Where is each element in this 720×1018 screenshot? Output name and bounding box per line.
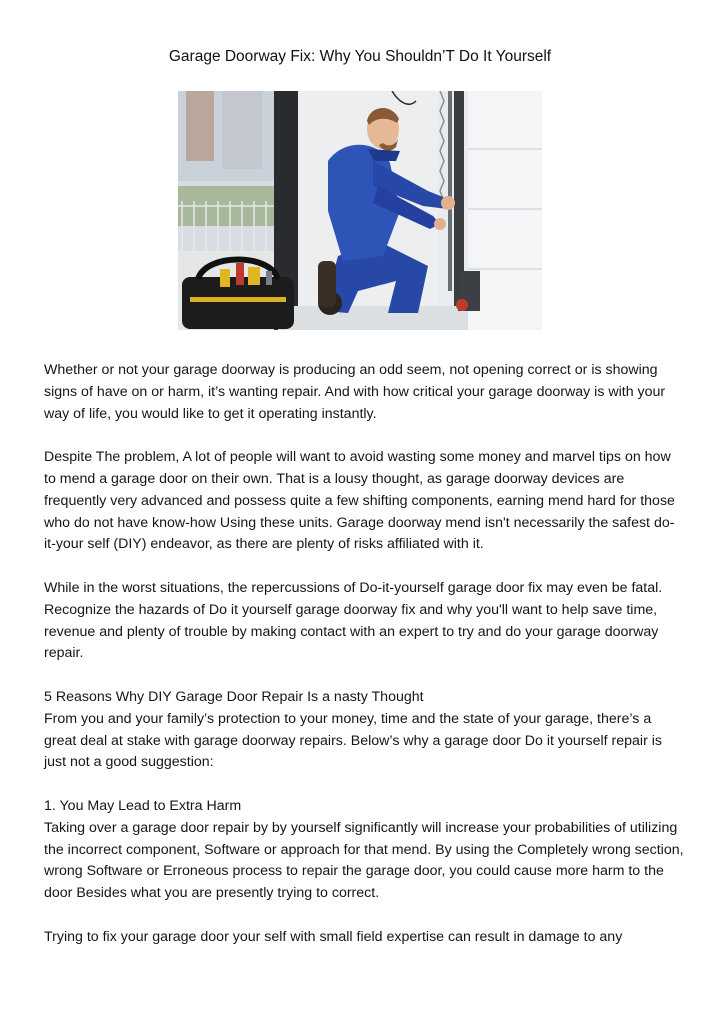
reasons-text: From you and your family’s protection to your money, time and the state of your garage, there’s a great deal at stake with garage doorway repairs. Below’s why a garage door Do it yourself repair is just not a good suggestion: <box>44 710 663 771</box>
garage-repair-illustration <box>178 91 542 330</box>
door-spring <box>440 91 444 201</box>
reasons-heading: 5 Reasons Why DIY Garage Door Repair Is a nasty Thought <box>44 688 424 705</box>
harm-text: Taking over a garage door repair by by yourself significantly will increase your probabilities of utilizing the incorrect component, Software or approach for that mend. By using the Completely wrong section, wrong Software or Erroneous process to repair the garage door, you could cause more harm to the door Besides what you are presently trying to correct. <box>44 819 684 902</box>
harm-heading: 1. You May Lead to Extra Harm <box>44 797 242 814</box>
red-button <box>456 299 468 311</box>
reasons-section <box>44 687 684 774</box>
diy-problem-paragraph: Despite The problem, A lot of people will want to avoid wasting some money and marvel tips on how to mend a garage door on their own. That is a lousy thought, as garage doorway devices are frequently very advanced and possess quite a few shifting components, earning mend hard for those who do not have know-how Using these units. Garage doorway mend isn't necessarily the safest do-it-your self (DIY) endeavor, as there are plenty of risks affiliated with it. <box>44 449 675 553</box>
trailing-paragraph: Trying to fix your garage door your self with small field expertise can result in damage to any <box>44 928 623 945</box>
worst-case-paragraph: While in the worst situations, the repercussions of Do-it-yourself garage door fix may even be fatal. Recognize the hazards of Do it yourself garage doorway fix and why you'll want to help save time, revenue and plenty of trouble by making contact with an expert to try and do your garage doorway repair. <box>44 579 663 662</box>
page-title: Garage Doorway Fix: Why You Shouldn’T Do It Yourself <box>168 48 552 65</box>
harm-section <box>44 796 684 905</box>
hero-image <box>178 91 542 330</box>
intro-paragraph: Whether or not your garage doorway is producing an odd seem, not opening correct or is showing signs of have on or harm, it’s wanting repair. And with how critical your garage doorway is with your way of life, you would like to get it operating instantly. <box>44 362 666 422</box>
article-body <box>44 360 684 970</box>
